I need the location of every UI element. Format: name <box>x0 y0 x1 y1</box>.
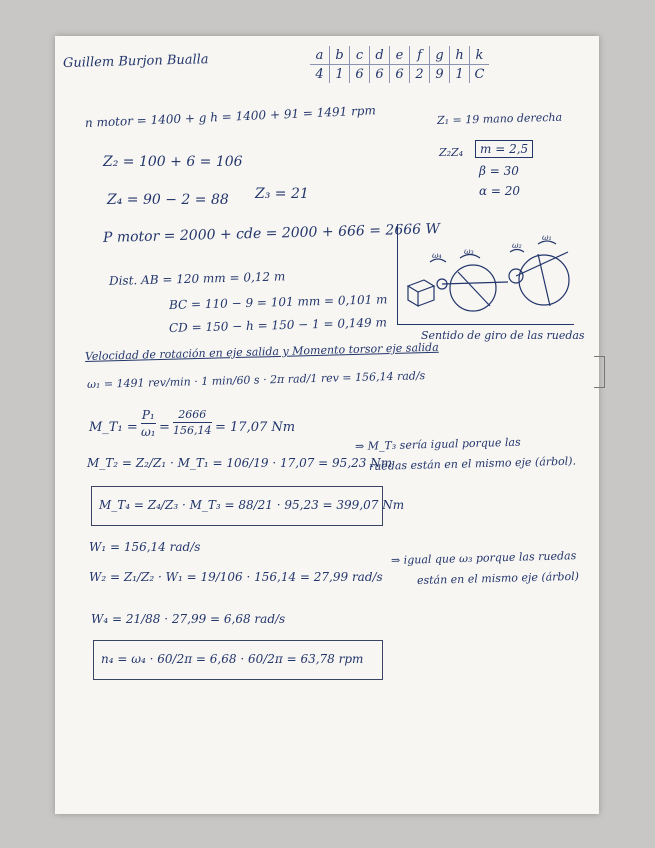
parameter-table <box>310 46 489 83</box>
table-cell: 6 <box>350 65 370 84</box>
table-cell: 6 <box>370 65 390 84</box>
mt1-fraction-2 <box>173 408 212 437</box>
dist-ab-line: Dist. AB = 120 mm = 0,12 m <box>108 269 286 288</box>
table-cell: 1 <box>450 65 470 84</box>
mt1-fraction-1 <box>141 408 156 439</box>
module-box: m = 2,5 <box>475 140 533 158</box>
diagram-label: ω₃ <box>464 247 474 256</box>
table-cell: 2 <box>410 65 430 84</box>
w2-note-1: ⇒ igual que ω₃ porque las ruedas <box>390 549 577 567</box>
motor-speed-line: n motor = 1400 + g h = 1400 + 91 = 1491 rpm <box>84 103 377 130</box>
z2-line: Z₂ = 100 + 6 = 106 <box>103 154 243 170</box>
table-cell: d <box>370 46 390 65</box>
z2z4-label: Z₂Z₄ <box>439 146 464 159</box>
fraction-denominator: ω₁ <box>141 425 156 439</box>
table-cell: f <box>410 46 430 65</box>
table-cell: b <box>330 46 350 65</box>
gear-sketch-icon <box>398 224 574 324</box>
z1-line: Z₁ = 19 mano derecha <box>436 110 563 127</box>
table-cell: h <box>450 46 470 65</box>
table-cell: 6 <box>390 65 410 84</box>
table-cell: a <box>310 46 330 65</box>
diagram-label: ω₄ <box>432 251 442 260</box>
mt1-lhs: M_T₁ = <box>89 420 138 435</box>
diagram-label: ω₁ <box>542 233 552 242</box>
gear-rotation-diagram <box>397 224 574 325</box>
diagram-label: ω₂ <box>512 241 522 250</box>
n4-line: n₄ = ω₄ · 60/2π = 6,68 · 60/2π = 63,78 rpm <box>101 652 364 666</box>
table-cell: g <box>430 46 450 65</box>
author-name: Guillem Burjon Bualla <box>62 52 209 71</box>
fraction-numerator: P₁ <box>141 408 155 422</box>
dist-cd-line: CD = 150 − h = 150 − 1 = 0,149 m <box>168 315 388 335</box>
w2-line: W₂ = Z₁/Z₂ · W₁ = 19/106 · 156,14 = 27,99 rad/s <box>89 570 383 584</box>
beta-line: β = 30 <box>479 164 519 178</box>
mt1-result: = 17,07 Nm <box>215 420 296 435</box>
alpha-line: α = 20 <box>479 184 521 198</box>
table-cell: 4 <box>310 65 330 84</box>
power-line: P motor = 2000 + cde = 2000 + 666 = 2666 W <box>102 221 441 246</box>
notebook-page: Guillem Burjon Bualla a b c d e f g h k 4 1 6 6 6 2 9 1 C n motor = 1400 + g h = 1400 + 91 = 1491 rpm Z₁ = 19 mano derecha Z₂ = 100 + 6 = 106 Z₂Z₄ m = 2,5 β = 30 α = 20 Z₄ = 90 − 2 = 88 Z₃ = 21 P motor = 2000 + cde = 2000 + 666 = 2666 W Dist. AB = 120 mm = 0,12 m BC = 110 − 9 = 101 mm = 0,101 m CD = 150 − h = 150 − 1 = 0,149 m ω₄ ω₃ ω₂ ω₁ Sentido de giro de las ruedas Velocidad de rotación en eje salida y Momento torsor eje salida ω₁ = 1491 rev/min · 1 min/60 s · 2π rad/1 rev = 156,14 rad/s M_T₁ = P₁ ω₁ = 2666 156,14 = 17,07 Nm M_T₂ = Z₂/Z₁ · M_T₁ = 106/19 · 17,07 = 95,23 Nm ⇒ M_T₃ sería igual porque las ruedas están en el mismo eje (árbol). M_T₄ = Z₄/Z₃ · M_T₃ = 88/21 · 95,23 = 399,07 Nm W₁ = 156,14 rad/s W₂ = Z₁/Z₂ · W₁ = 19/106 · 156,14 = 27,99 rad/s ⇒ igual que ω₃ porque las ruedas están en el mismo eje (árbol) W₄ = 21/88 · 27,99 = 6,68 rad/s n₄ = ω₄ · 60/2π = 6,68 · 60/2π = 63,78 rpm <box>55 36 599 814</box>
mt2-note-2: ruedas están en el mismo eje (árbol). <box>368 454 577 473</box>
z4-line: Z₄ = 90 − 2 = 88 <box>107 192 229 208</box>
fraction-numerator: 2666 <box>178 408 207 421</box>
w1-conversion-line: ω₁ = 1491 rev/min · 1 min/60 s · 2π rad/1 rev = 156,14 rad/s <box>86 369 426 391</box>
w4-line: W₄ = 21/88 · 27,99 = 6,68 rad/s <box>91 612 286 626</box>
table-cell: c <box>350 46 370 65</box>
z3-line: Z₃ = 21 <box>255 186 309 202</box>
dist-bc-line: BC = 110 − 9 = 101 mm = 0,101 m <box>168 292 388 312</box>
table-cell: 9 <box>430 65 450 84</box>
page-edge-bracket <box>594 356 605 388</box>
w2-note-2: están en el mismo eje (árbol) <box>416 569 580 587</box>
mt2-note-1: ⇒ M_T₃ sería igual porque las <box>354 435 521 453</box>
table-cell: 1 <box>330 65 350 84</box>
mt2-line: M_T₂ = Z₂/Z₁ · M_T₁ = 106/19 · 17,07 = 95,23 Nm <box>87 456 393 470</box>
table-cell: C <box>474 66 485 82</box>
mt4-line: M_T₄ = Z₄/Z₃ · M_T₃ = 88/21 · 95,23 = 399,07 Nm <box>99 498 405 512</box>
diagram-caption: Sentido de giro de las ruedas <box>421 329 585 342</box>
section-title: Velocidad de rotación en eje salida y Momento torsor eje salida <box>84 340 439 363</box>
w1-value-line: W₁ = 156,14 rad/s <box>89 540 201 554</box>
table-value-row <box>310 65 489 84</box>
table-cell: e <box>390 46 410 65</box>
table-header-row <box>310 46 489 65</box>
fraction-denominator: 156,14 <box>173 424 212 437</box>
table-cell: k <box>470 46 490 65</box>
